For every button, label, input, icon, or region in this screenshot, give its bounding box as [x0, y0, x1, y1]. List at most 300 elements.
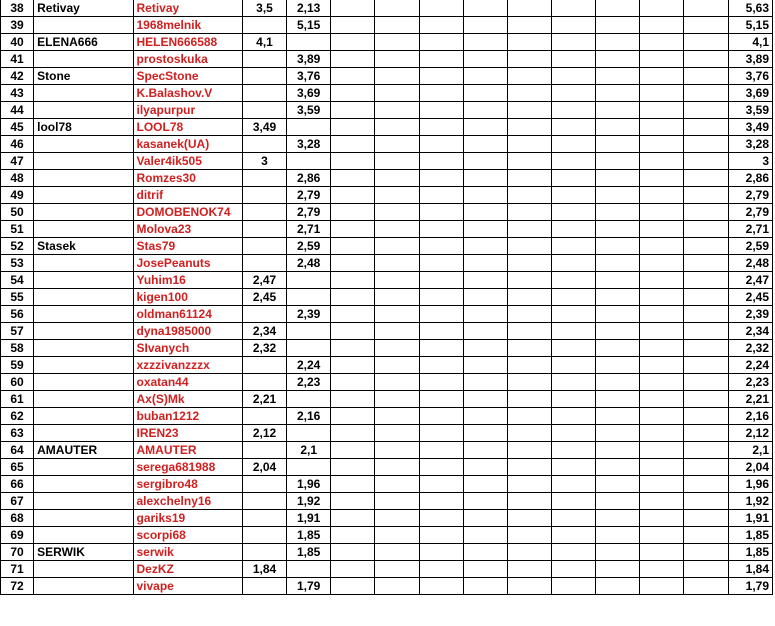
table-row — [1, 459, 773, 476]
score-a-cell: 2,47 — [242, 272, 286, 289]
empty-cell — [552, 561, 596, 578]
empty-cell — [463, 306, 507, 323]
team-name-cell — [34, 578, 133, 595]
empty-cell — [552, 272, 596, 289]
score-b-cell: 3,28 — [287, 136, 331, 153]
table-row — [1, 17, 773, 34]
score-b-cell: 2,79 — [287, 204, 331, 221]
empty-cell — [463, 544, 507, 561]
empty-cell — [552, 527, 596, 544]
team-name-cell: lool78 — [34, 119, 133, 136]
empty-cell — [463, 153, 507, 170]
empty-cell — [684, 17, 728, 34]
empty-cell — [552, 459, 596, 476]
table-row — [1, 442, 773, 459]
empty-cell — [552, 68, 596, 85]
player-nick-cell: Stas79 — [133, 238, 242, 255]
empty-cell — [331, 170, 375, 187]
score-b-cell: 2,23 — [287, 374, 331, 391]
table-row — [1, 374, 773, 391]
table-row — [1, 34, 773, 51]
empty-cell — [507, 357, 551, 374]
empty-cell — [507, 544, 551, 561]
player-nick-cell: K.Balashov.V — [133, 85, 242, 102]
empty-cell — [640, 442, 684, 459]
team-name-cell — [34, 51, 133, 68]
empty-cell — [596, 425, 640, 442]
empty-cell — [419, 476, 463, 493]
empty-cell — [552, 153, 596, 170]
score-b-cell: 2,13 — [287, 0, 331, 17]
empty-cell — [640, 306, 684, 323]
empty-cell — [507, 68, 551, 85]
empty-cell — [419, 0, 463, 17]
empty-cell — [640, 238, 684, 255]
score-b-cell — [287, 34, 331, 51]
total-cell: 1,91 — [728, 510, 772, 527]
empty-cell — [552, 85, 596, 102]
empty-cell — [684, 459, 728, 476]
empty-cell — [684, 0, 728, 17]
row-number-cell: 49 — [1, 187, 34, 204]
table-row — [1, 357, 773, 374]
table-row — [1, 544, 773, 561]
row-number-cell: 67 — [1, 493, 34, 510]
empty-cell — [552, 374, 596, 391]
empty-cell — [596, 391, 640, 408]
team-name-cell — [34, 408, 133, 425]
score-a-cell — [242, 136, 286, 153]
empty-cell — [463, 442, 507, 459]
empty-cell — [375, 578, 419, 595]
team-name-cell — [34, 493, 133, 510]
score-a-cell — [242, 238, 286, 255]
player-nick-cell: Romzes30 — [133, 170, 242, 187]
table-row — [1, 340, 773, 357]
empty-cell — [331, 527, 375, 544]
empty-cell — [375, 170, 419, 187]
score-a-cell: 2,12 — [242, 425, 286, 442]
empty-cell — [640, 510, 684, 527]
empty-cell — [331, 459, 375, 476]
empty-cell — [463, 459, 507, 476]
row-number-cell: 45 — [1, 119, 34, 136]
empty-cell — [463, 119, 507, 136]
empty-cell — [684, 391, 728, 408]
total-cell: 3,89 — [728, 51, 772, 68]
row-number-cell: 58 — [1, 340, 34, 357]
empty-cell — [375, 51, 419, 68]
empty-cell — [507, 255, 551, 272]
empty-cell — [684, 255, 728, 272]
empty-cell — [552, 221, 596, 238]
player-nick-cell: oldman61124 — [133, 306, 242, 323]
empty-cell — [507, 374, 551, 391]
empty-cell — [596, 17, 640, 34]
empty-cell — [507, 493, 551, 510]
empty-cell — [375, 561, 419, 578]
empty-cell — [419, 221, 463, 238]
empty-cell — [419, 357, 463, 374]
score-a-cell — [242, 357, 286, 374]
empty-cell — [375, 153, 419, 170]
empty-cell — [375, 289, 419, 306]
empty-cell — [640, 561, 684, 578]
empty-cell — [419, 340, 463, 357]
total-cell: 2,32 — [728, 340, 772, 357]
row-number-cell: 66 — [1, 476, 34, 493]
row-number-cell: 42 — [1, 68, 34, 85]
empty-cell — [596, 561, 640, 578]
row-number-cell: 65 — [1, 459, 34, 476]
empty-cell — [419, 510, 463, 527]
table-row — [1, 85, 773, 102]
score-b-cell: 2,86 — [287, 170, 331, 187]
empty-cell — [375, 544, 419, 561]
empty-cell — [375, 340, 419, 357]
empty-cell — [375, 255, 419, 272]
empty-cell — [375, 34, 419, 51]
empty-cell — [552, 0, 596, 17]
empty-cell — [640, 255, 684, 272]
player-nick-cell: IREN23 — [133, 425, 242, 442]
empty-cell — [463, 340, 507, 357]
empty-cell — [552, 510, 596, 527]
empty-cell — [375, 17, 419, 34]
table-row — [1, 68, 773, 85]
empty-cell — [419, 68, 463, 85]
team-name-cell: SERWIK — [34, 544, 133, 561]
empty-cell — [684, 527, 728, 544]
score-a-cell — [242, 17, 286, 34]
score-b-cell: 1,92 — [287, 493, 331, 510]
empty-cell — [331, 136, 375, 153]
empty-cell — [684, 119, 728, 136]
score-b-cell — [287, 561, 331, 578]
table-row — [1, 102, 773, 119]
empty-cell — [552, 255, 596, 272]
total-cell: 2,71 — [728, 221, 772, 238]
empty-cell — [640, 119, 684, 136]
empty-cell — [684, 289, 728, 306]
empty-cell — [375, 221, 419, 238]
empty-cell — [684, 221, 728, 238]
player-nick-cell: Yuhim16 — [133, 272, 242, 289]
empty-cell — [419, 578, 463, 595]
row-number-cell: 44 — [1, 102, 34, 119]
total-cell: 2,47 — [728, 272, 772, 289]
score-b-cell: 2,16 — [287, 408, 331, 425]
player-nick-cell: serega681988 — [133, 459, 242, 476]
score-a-cell: 2,34 — [242, 323, 286, 340]
empty-cell — [596, 374, 640, 391]
empty-cell — [331, 68, 375, 85]
empty-cell — [552, 442, 596, 459]
empty-cell — [552, 391, 596, 408]
empty-cell — [375, 187, 419, 204]
row-number-cell: 60 — [1, 374, 34, 391]
row-number-cell: 64 — [1, 442, 34, 459]
empty-cell — [331, 561, 375, 578]
empty-cell — [507, 476, 551, 493]
total-cell: 2,16 — [728, 408, 772, 425]
empty-cell — [640, 34, 684, 51]
empty-cell — [684, 51, 728, 68]
empty-cell — [507, 272, 551, 289]
empty-cell — [684, 34, 728, 51]
score-b-cell — [287, 340, 331, 357]
empty-cell — [331, 119, 375, 136]
empty-cell — [375, 425, 419, 442]
score-b-cell: 1,85 — [287, 527, 331, 544]
empty-cell — [684, 187, 728, 204]
empty-cell — [331, 306, 375, 323]
team-name-cell — [34, 476, 133, 493]
row-number-cell: 53 — [1, 255, 34, 272]
empty-cell — [507, 340, 551, 357]
score-a-cell — [242, 85, 286, 102]
empty-cell — [596, 544, 640, 561]
empty-cell — [640, 391, 684, 408]
empty-cell — [375, 323, 419, 340]
total-cell: 1,85 — [728, 527, 772, 544]
empty-cell — [684, 408, 728, 425]
empty-cell — [507, 187, 551, 204]
score-b-cell: 3,76 — [287, 68, 331, 85]
total-cell: 1,79 — [728, 578, 772, 595]
empty-cell — [331, 289, 375, 306]
empty-cell — [640, 187, 684, 204]
empty-cell — [684, 102, 728, 119]
total-cell: 4,1 — [728, 34, 772, 51]
score-b-cell: 1,91 — [287, 510, 331, 527]
empty-cell — [507, 238, 551, 255]
score-a-cell — [242, 493, 286, 510]
player-nick-cell: DezKZ — [133, 561, 242, 578]
empty-cell — [684, 510, 728, 527]
empty-cell — [463, 170, 507, 187]
empty-cell — [419, 204, 463, 221]
total-cell: 2,79 — [728, 187, 772, 204]
empty-cell — [463, 255, 507, 272]
empty-cell — [331, 408, 375, 425]
score-b-cell: 1,85 — [287, 544, 331, 561]
row-number-cell: 50 — [1, 204, 34, 221]
empty-cell — [596, 476, 640, 493]
empty-cell — [596, 102, 640, 119]
table-row — [1, 0, 773, 17]
empty-cell — [596, 68, 640, 85]
empty-cell — [684, 476, 728, 493]
empty-cell — [596, 221, 640, 238]
empty-cell — [684, 357, 728, 374]
empty-cell — [507, 17, 551, 34]
empty-cell — [507, 323, 551, 340]
empty-cell — [331, 204, 375, 221]
table-row — [1, 527, 773, 544]
team-name-cell: Stone — [34, 68, 133, 85]
empty-cell — [419, 51, 463, 68]
empty-cell — [684, 340, 728, 357]
score-b-cell: 2,1 — [287, 442, 331, 459]
row-number-cell: 62 — [1, 408, 34, 425]
player-nick-cell: Valer4ik505 — [133, 153, 242, 170]
empty-cell — [640, 476, 684, 493]
empty-cell — [640, 68, 684, 85]
empty-cell — [684, 374, 728, 391]
score-a-cell — [242, 442, 286, 459]
empty-cell — [463, 289, 507, 306]
player-nick-cell: prostoskuka — [133, 51, 242, 68]
empty-cell — [375, 204, 419, 221]
total-cell: 3,76 — [728, 68, 772, 85]
empty-cell — [640, 102, 684, 119]
empty-cell — [596, 119, 640, 136]
score-a-cell — [242, 170, 286, 187]
score-b-cell: 1,96 — [287, 476, 331, 493]
team-name-cell — [34, 255, 133, 272]
empty-cell — [640, 170, 684, 187]
total-cell: 2,04 — [728, 459, 772, 476]
score-b-cell: 5,15 — [287, 17, 331, 34]
empty-cell — [375, 357, 419, 374]
empty-cell — [684, 425, 728, 442]
empty-cell — [596, 187, 640, 204]
total-cell: 1,96 — [728, 476, 772, 493]
empty-cell — [463, 204, 507, 221]
empty-cell — [419, 272, 463, 289]
score-a-cell — [242, 578, 286, 595]
empty-cell — [331, 17, 375, 34]
score-b-cell: 3,59 — [287, 102, 331, 119]
empty-cell — [684, 68, 728, 85]
empty-cell — [507, 204, 551, 221]
row-number-cell: 43 — [1, 85, 34, 102]
empty-cell — [552, 476, 596, 493]
empty-cell — [331, 272, 375, 289]
row-number-cell: 63 — [1, 425, 34, 442]
total-cell: 2,24 — [728, 357, 772, 374]
empty-cell — [331, 255, 375, 272]
player-nick-cell: LOOL78 — [133, 119, 242, 136]
empty-cell — [552, 119, 596, 136]
player-nick-cell: AMAUTER — [133, 442, 242, 459]
score-a-cell: 3,5 — [242, 0, 286, 17]
table-row — [1, 119, 773, 136]
score-a-cell — [242, 374, 286, 391]
empty-cell — [375, 85, 419, 102]
score-b-cell — [287, 323, 331, 340]
empty-cell — [331, 34, 375, 51]
empty-cell — [419, 119, 463, 136]
team-name-cell — [34, 391, 133, 408]
total-cell: 2,86 — [728, 170, 772, 187]
total-cell: 2,12 — [728, 425, 772, 442]
score-b-cell: 3,69 — [287, 85, 331, 102]
team-name-cell — [34, 170, 133, 187]
score-a-cell — [242, 102, 286, 119]
empty-cell — [596, 238, 640, 255]
empty-cell — [640, 323, 684, 340]
empty-cell — [463, 527, 507, 544]
empty-cell — [507, 0, 551, 17]
empty-cell — [463, 187, 507, 204]
empty-cell — [684, 306, 728, 323]
row-number-cell: 38 — [1, 0, 34, 17]
empty-cell — [419, 493, 463, 510]
player-nick-cell: vivape — [133, 578, 242, 595]
table-row — [1, 238, 773, 255]
player-nick-cell: Molova23 — [133, 221, 242, 238]
empty-cell — [596, 493, 640, 510]
score-b-cell — [287, 289, 331, 306]
empty-cell — [640, 527, 684, 544]
empty-cell — [419, 34, 463, 51]
total-cell: 3 — [728, 153, 772, 170]
empty-cell — [375, 272, 419, 289]
team-name-cell — [34, 510, 133, 527]
total-cell: 1,85 — [728, 544, 772, 561]
row-number-cell: 59 — [1, 357, 34, 374]
team-name-cell: AMAUTER — [34, 442, 133, 459]
empty-cell — [331, 323, 375, 340]
empty-cell — [684, 493, 728, 510]
score-a-cell — [242, 68, 286, 85]
empty-cell — [552, 289, 596, 306]
empty-cell — [331, 221, 375, 238]
score-b-cell — [287, 391, 331, 408]
empty-cell — [640, 459, 684, 476]
total-cell: 3,49 — [728, 119, 772, 136]
empty-cell — [419, 374, 463, 391]
empty-cell — [375, 493, 419, 510]
empty-cell — [375, 476, 419, 493]
empty-cell — [596, 578, 640, 595]
row-number-cell: 71 — [1, 561, 34, 578]
empty-cell — [419, 561, 463, 578]
score-b-cell: 2,39 — [287, 306, 331, 323]
empty-cell — [375, 0, 419, 17]
empty-cell — [463, 136, 507, 153]
empty-cell — [640, 425, 684, 442]
empty-cell — [596, 527, 640, 544]
empty-cell — [684, 578, 728, 595]
empty-cell — [463, 408, 507, 425]
empty-cell — [463, 34, 507, 51]
empty-cell — [419, 442, 463, 459]
empty-cell — [596, 153, 640, 170]
table-row — [1, 289, 773, 306]
player-nick-cell: serwik — [133, 544, 242, 561]
total-cell: 3,28 — [728, 136, 772, 153]
empty-cell — [552, 544, 596, 561]
empty-cell — [552, 17, 596, 34]
player-nick-cell: gariks19 — [133, 510, 242, 527]
empty-cell — [463, 357, 507, 374]
total-cell: 2,45 — [728, 289, 772, 306]
table-row — [1, 510, 773, 527]
score-a-cell — [242, 476, 286, 493]
empty-cell — [419, 187, 463, 204]
empty-cell — [463, 561, 507, 578]
total-cell: 2,48 — [728, 255, 772, 272]
empty-cell — [507, 119, 551, 136]
team-name-cell — [34, 272, 133, 289]
table-row — [1, 578, 773, 595]
empty-cell — [463, 510, 507, 527]
empty-cell — [463, 17, 507, 34]
row-number-cell: 72 — [1, 578, 34, 595]
